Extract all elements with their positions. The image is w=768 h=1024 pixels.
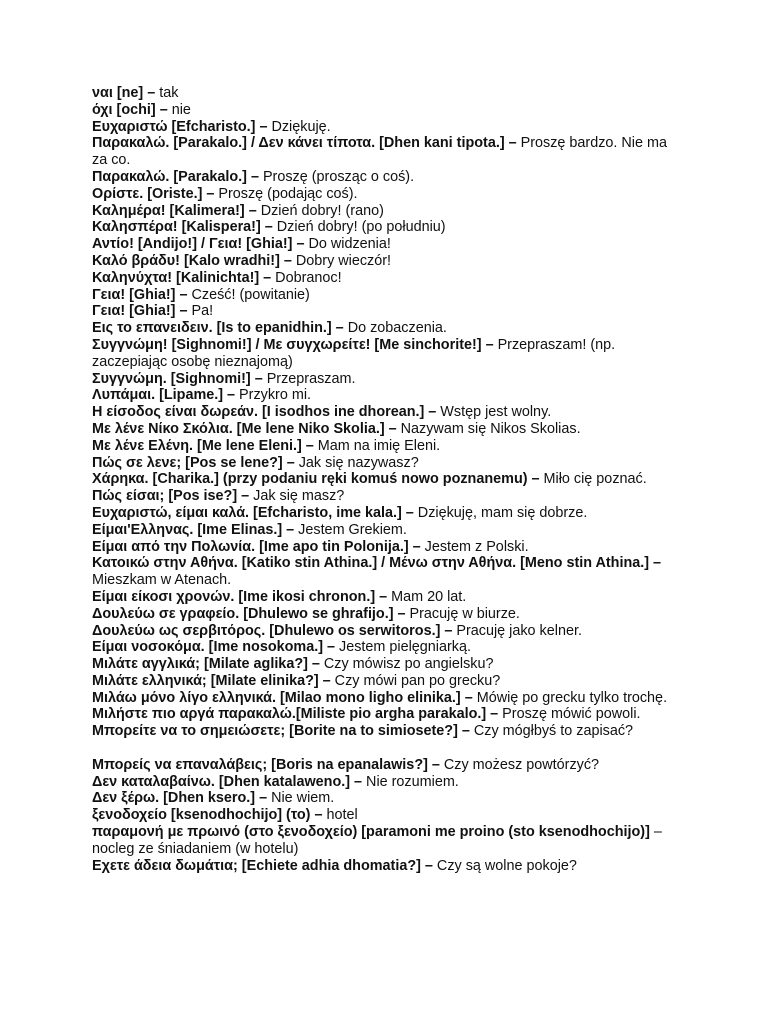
phrase-meaning: nie	[167, 101, 191, 118]
phrase-entry	[92, 270, 682, 287]
phrase-term: Ορίστε. [Oriste.] –	[92, 185, 215, 202]
phrase-meaning: Dzień dobry! (rano)	[256, 202, 384, 219]
phrase-term: Καληνύχτα! [Kalinichta!] –	[92, 269, 272, 286]
phrase-meaning: Czy są wolne pokoje?	[432, 857, 577, 874]
phrase-term: Παρακαλώ. [Parakalo.] / Δεν κάνει τίποτα. [Dhen kani tipota.] –	[92, 135, 517, 152]
phrase-meaning: Jak się nazywasz?	[294, 454, 419, 471]
phrase-term: Λυπάμαι. [Lipame.] –	[92, 387, 236, 404]
phrase-entry	[92, 337, 682, 371]
phrase-entry	[92, 102, 682, 119]
phrase-term: Είμαι νοσοκόμα. [Ime nosokoma.] –	[92, 639, 336, 656]
phrase-term: ξενοδοχείο [ksenodhochijo] (το) –	[92, 807, 323, 824]
phrase-meaning: Jestem z Polski.	[420, 538, 529, 555]
phrase-meaning: Wstęp jest wolny.	[436, 404, 552, 421]
phrase-meaning: – nocleg ze śniadaniem (w hotelu)	[92, 824, 662, 857]
phrase-term: Είμαι είκοσι χρονών. [Ime ikosi chronon.] –	[92, 588, 388, 605]
phrase-term: Καλησπέρα! [Kalispera!] –	[92, 219, 273, 236]
phrase-term: Δουλεύω σε γραφείο. [Dhulewo se ghrafijo.] –	[92, 605, 406, 622]
blank-line	[92, 740, 682, 757]
phrase-meaning: Pa!	[187, 303, 214, 320]
phrase-term: Με λένε Νίκο Σκόλια. [Me lene Niko Skolia.] –	[92, 420, 397, 437]
phrase-meaning: hotel	[322, 807, 358, 824]
phrase-meaning: Mówię po grecku tylko trochę.	[472, 689, 668, 706]
phrase-meaning: Proszę bardzo. Nie ma za co.	[92, 135, 667, 169]
phrase-term: Δεν καταλαβαίνω. [Dhen katalaweno.] –	[92, 773, 363, 790]
phrase-entry	[92, 807, 682, 824]
phrase-entry	[92, 858, 682, 875]
phrase-meaning: Mam 20 lat.	[387, 588, 467, 605]
phrase-term: Είμαι από την Πολωνία. [Ime apo tin Polonija.] –	[92, 538, 421, 555]
phrase-term: Συγγνώμη! [Sighnomi!] / Με συγχωρείτε! [Me sinchorite!] –	[92, 336, 494, 353]
phrase-entry	[92, 438, 682, 455]
phrase-entry	[92, 539, 682, 556]
phrase-term: όχι [ochi] –	[92, 101, 168, 118]
phrase-entry	[92, 471, 682, 488]
phrase-meaning: tak	[155, 85, 179, 101]
phrase-term: Με λένε Ελένη. [Me lene Eleni.] –	[92, 437, 314, 454]
phrase-entry	[92, 236, 682, 253]
phrase-entry	[92, 757, 682, 774]
phrase-meaning: Proszę mówić powoli.	[498, 706, 641, 723]
phrase-term: Εχετε άδεια δωμάτια; [Echiete adhia dhomatia?] –	[92, 857, 433, 874]
phrase-meaning: Dobranoc!	[271, 269, 342, 286]
phrase-entry	[92, 488, 682, 505]
phrase-entry	[92, 287, 682, 304]
phrase-entry	[92, 169, 682, 186]
phrase-meaning: Proszę (prosząc o coś).	[258, 168, 415, 185]
phrase-meaning: Dziękuję, mam się dobrze.	[413, 504, 588, 521]
phrase-entry	[92, 706, 682, 723]
phrase-meaning: Mieszkam w Atenach.	[92, 572, 232, 589]
phrase-entry	[92, 135, 682, 169]
phrase-term: Καλημέρα! [Kalimera!] –	[92, 202, 257, 219]
phrase-entry	[92, 371, 682, 388]
phrase-entry	[92, 690, 682, 707]
phrase-entry	[92, 623, 682, 640]
phrase-entry	[92, 203, 682, 220]
phrase-entry	[92, 253, 682, 270]
phrase-entry	[92, 505, 682, 522]
phrase-entry	[92, 639, 682, 656]
phrase-term: Ευχαριστώ, είμαι καλά. [Efcharisto, ime kala.] –	[92, 504, 414, 521]
phrase-term: Μιλάω μόνο λίγο ελληνικά. [Milao mono ligho elinika.] –	[92, 689, 473, 706]
phrase-entry	[92, 421, 682, 438]
phrase-entry	[92, 387, 682, 404]
phrasebook-page	[92, 85, 682, 874]
phrase-entry	[92, 723, 682, 740]
phrase-meaning: Mam na imię Eleni.	[313, 437, 441, 454]
phrase-meaning: Dobry wieczór!	[291, 252, 392, 269]
phrase-term: Εις το επανειδειν. [Is to epanidhin.] –	[92, 320, 344, 337]
phrase-meaning: Do zobaczenia.	[343, 320, 447, 337]
phrase-entry	[92, 606, 682, 623]
phrase-term: Κατοικώ στην Αθήνα. [Katiko stin Athina.] / Μένω στην Αθήνα. [Meno stin Athina.] –	[92, 555, 662, 572]
phrase-meaning: Jak się masz?	[249, 488, 345, 505]
phrase-entry	[92, 824, 682, 858]
phrase-term: Μιλάτε ελληνικά; [Milate elinika?] –	[92, 672, 331, 689]
phrase-term: παραμονή με πρωινό (στο ξενοδοχείο) [paramoni me proino (sto ksenodhochijo)]	[92, 824, 650, 841]
phrase-term: Γεια! [Ghia!] –	[92, 303, 188, 320]
phrase-term: Γεια! [Ghia!] –	[92, 286, 188, 303]
phrase-term: Πώς σε λενε; [Pos se lene?] –	[92, 454, 295, 471]
phrase-term: Συγγνώμη. [Sighnomi!] –	[92, 370, 263, 387]
phrase-meaning: Pracuję jako kelner.	[452, 622, 582, 639]
phrase-term: Δουλεύω ως σερβιτόρος. [Dhulewo os serwitoros.] –	[92, 622, 453, 639]
phrase-entry	[92, 219, 682, 236]
phrase-entry	[92, 186, 682, 203]
phrase-meaning: Przykro mi.	[235, 387, 312, 404]
phrase-meaning: Przepraszam.	[262, 370, 356, 387]
phrase-meaning: Pracuję w biurze.	[405, 605, 520, 622]
phrase-meaning: Jestem pielęgniarką.	[335, 639, 471, 656]
phrase-meaning: Czy mówisz po angielsku?	[319, 656, 494, 673]
phrase-term: Μπορείτε να το σημειώσετε; [Borite na to simiosete?] –	[92, 723, 470, 740]
phrase-entry	[92, 656, 682, 673]
phrase-meaning: Nazywam się Nikos Skolias.	[396, 420, 581, 437]
phrase-meaning: Jestem Grekiem.	[294, 521, 407, 538]
phrase-term: Η είσοδος είναι δωρεάν. [I isodhos ine dhorean.] –	[92, 404, 437, 421]
phrase-entry	[92, 522, 682, 539]
phrase-entry	[92, 673, 682, 690]
phrase-meaning: Czy mógłbyś to zapisać?	[469, 723, 634, 740]
phrase-entry	[92, 790, 682, 807]
phrase-meaning: Czy możesz powtórzyć?	[439, 756, 600, 773]
phrase-entry	[92, 320, 682, 337]
phrase-term: Καλό βράδυ! [Kalo wradhi!] –	[92, 252, 292, 269]
phrase-term: Είμαι'Ελληνας. [Ime Elinas.] –	[92, 521, 295, 538]
phrase-meaning: Cześć! (powitanie)	[187, 286, 310, 303]
phrase-meaning: Miło cię poznać.	[539, 471, 647, 488]
phrase-meaning: Przepraszam! (np. zaczepiając osobę nieznajomą)	[92, 336, 616, 370]
phrase-entry	[92, 85, 682, 102]
phrase-entry	[92, 404, 682, 421]
phrase-meaning: Czy mówi pan po grecku?	[330, 672, 501, 689]
phrase-term: Μιλάτε αγγλικά; [Milate aglika?] –	[92, 656, 320, 673]
phrase-term: Πώς είσαι; [Pos ise?] –	[92, 488, 250, 505]
phrase-term: Μιλήστε πιο αργά παρακαλώ.[Miliste pio argha parakalo.] –	[92, 706, 499, 723]
phrase-entry	[92, 589, 682, 606]
phrase-term: Αντίο! [Andijo!] / Γεια! [Ghia!] –	[92, 236, 305, 253]
phrase-term: ναι [ne] –	[92, 85, 156, 101]
phrase-term: Μπορείς να επαναλάβεις; [Boris na epanalawis?] –	[92, 756, 440, 773]
phrase-term: Ευχαριστώ [Efcharisto.] –	[92, 118, 268, 135]
phrase-meaning: Dzień dobry! (po południu)	[272, 219, 446, 236]
phrase-entry	[92, 774, 682, 791]
phrase-meaning: Dziękuję.	[267, 118, 331, 135]
phrase-term: Παρακαλώ. [Parakalo.] –	[92, 168, 259, 185]
phrase-entry	[92, 119, 682, 136]
phrase-term: Χάρηκα. [Charika.] (przy podaniu ręki komuś nowo poznanemu) –	[92, 471, 540, 488]
phrase-meaning: Do widzenia!	[304, 236, 391, 253]
phrase-entry	[92, 455, 682, 472]
phrase-meaning: Nie wiem.	[267, 790, 335, 807]
phrase-entry	[92, 555, 682, 589]
phrase-meaning: Proszę (podając coś).	[214, 185, 358, 202]
phrase-term: Δεν ξέρω. [Dhen ksero.] –	[92, 790, 268, 807]
phrase-entry	[92, 303, 682, 320]
phrase-meaning: Nie rozumiem.	[362, 773, 459, 790]
